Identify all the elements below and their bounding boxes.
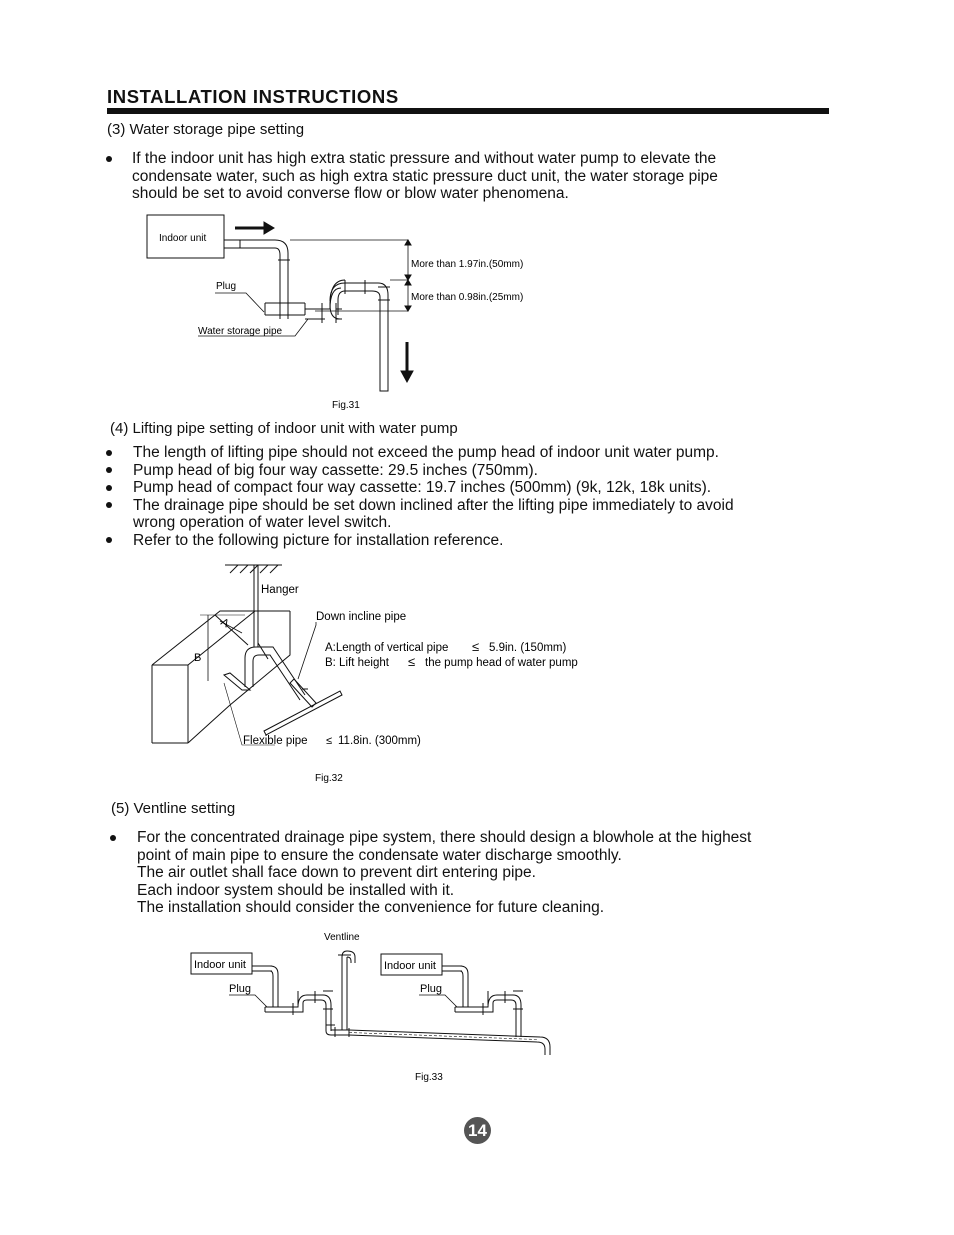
bullet-line: Pump head of big four way cassette: 29.5 inches (750mm). bbox=[133, 461, 538, 479]
fig-33-diagram bbox=[185, 925, 565, 1085]
fig32-desc-a: A:Length of vertical pipe bbox=[325, 642, 449, 654]
fig31-caption: Fig.31 bbox=[332, 400, 360, 411]
bullet-line: condensate water, such as high extra static pressure duct unit, the water storage pipe bbox=[132, 167, 718, 185]
bullet-line: Each indoor system should be installed with it. bbox=[137, 881, 455, 899]
fig31-plug-label: Plug bbox=[216, 281, 237, 292]
section-5-bullet-1 bbox=[137, 829, 751, 917]
bullet-dot bbox=[106, 156, 112, 162]
fig33-plug-2-label: Plug bbox=[420, 983, 443, 995]
page-title: INSTALLATION INSTRUCTIONS bbox=[107, 86, 399, 107]
bullet-dot bbox=[110, 835, 116, 841]
bullet-line: For the concentrated drainage pipe system, there should design a blowhole at the highest bbox=[137, 829, 752, 846]
bullet-line: The length of lifting pipe should not exceed the pump head of indoor unit water pump. bbox=[133, 444, 719, 461]
bullet-line: If the indoor unit has high extra static pressure and without water pump to elevate the bbox=[132, 150, 717, 167]
fig32-caption: Fig.32 bbox=[315, 773, 343, 784]
title-rule bbox=[107, 108, 829, 114]
section-5-heading: (5) Ventline setting bbox=[111, 800, 236, 817]
fig31-water-storage-label: Water storage pipe bbox=[198, 326, 283, 337]
fig31-dim1-label: More than 1.97in.(50mm) bbox=[411, 259, 524, 270]
fig32-desc-a-val: 5.9in. (150mm) bbox=[489, 642, 567, 654]
bullet-line: The installation should consider the convenience for future cleaning. bbox=[137, 899, 605, 916]
bullet-dot bbox=[106, 467, 112, 473]
fig32-label-a: A bbox=[218, 616, 231, 631]
bullet-line: Pump head of compact four way cassette: 19.7 inches (500mm) (9k, 12k, 18k units). bbox=[133, 479, 712, 496]
fig32-desc-b: B: Lift height bbox=[325, 657, 389, 669]
bullet-line: The air outlet shall face down to prevent dirt entering pipe. bbox=[137, 864, 536, 881]
fig33-caption: Fig.33 bbox=[415, 1072, 443, 1083]
fig33-ventline-label: Ventline bbox=[324, 932, 360, 943]
bullet-line: should be set to avoid converse flow or blow water phenomena. bbox=[132, 185, 569, 202]
fig32-label-b: B bbox=[194, 652, 202, 664]
page-number-badge: 14 bbox=[464, 1117, 491, 1144]
fig33-plug-1-label: Plug bbox=[229, 983, 252, 995]
fig32-flexible-label: Flexible pipe bbox=[243, 735, 308, 747]
section-3-bullet-1 bbox=[132, 150, 718, 203]
fig32-flexible-val: 11.8in. (300mm) bbox=[338, 735, 421, 747]
bullet-line: wrong operation of water level switch. bbox=[133, 514, 392, 531]
bullet-dot bbox=[106, 502, 112, 508]
section-3-heading: (3) Water storage pipe setting bbox=[107, 121, 305, 138]
fig-31-diagram bbox=[140, 205, 560, 415]
fig32-desc-b-val: the pump head of water pump bbox=[425, 657, 578, 669]
fig-32-diagram bbox=[140, 555, 620, 790]
fig33-indoor-unit-2-label: Indoor unit bbox=[384, 960, 436, 972]
less-equal-icon: ≤ bbox=[326, 735, 333, 747]
less-equal-icon: ≤ bbox=[408, 654, 416, 669]
fig31-indoor-unit-label: Indoor unit bbox=[159, 233, 207, 244]
fig32-hanger-label: Hanger bbox=[261, 584, 299, 596]
bullet-line: Refer to the following picture for installation reference. bbox=[133, 531, 504, 549]
bullet-dot bbox=[106, 537, 112, 543]
fig33-indoor-unit-1-label: Indoor unit bbox=[194, 959, 246, 971]
section-4-bullets bbox=[133, 444, 734, 549]
bullet-dot bbox=[106, 485, 112, 491]
section-4-heading: (4) Lifting pipe setting of indoor unit with water pump bbox=[110, 420, 458, 437]
bullet-dot bbox=[106, 450, 112, 456]
less-equal-icon: ≤ bbox=[472, 639, 480, 654]
bullet-line: The drainage pipe should be set down inclined after the lifting pipe immediately to avoid bbox=[133, 496, 734, 514]
fig31-dim2-label: More than 0.98in.(25mm) bbox=[411, 292, 524, 303]
bullet-line: point of main pipe to ensure the condensate water discharge smoothly. bbox=[137, 846, 622, 864]
fig32-down-incline-label: Down incline pipe bbox=[316, 611, 407, 623]
